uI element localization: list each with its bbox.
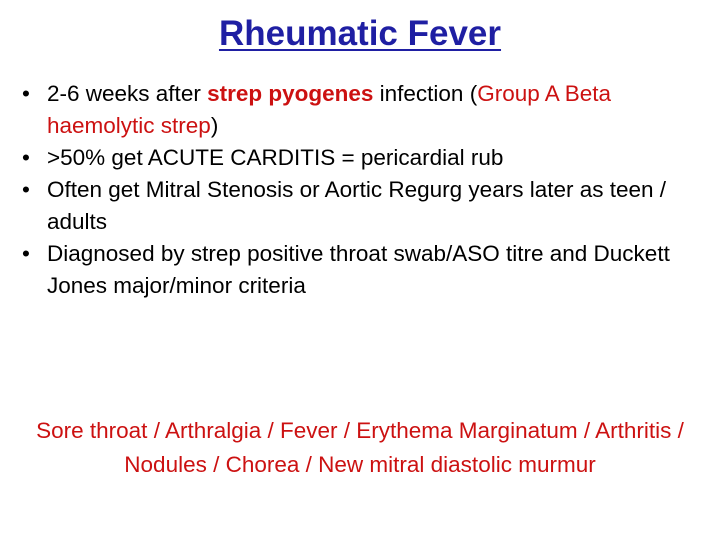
bullet-item-valve-disease xyxy=(20,174,700,238)
bullet-carditis-text: >50% get ACUTE CARDITIS = pericardial rub xyxy=(47,145,504,170)
bullet-icon: • xyxy=(22,145,30,170)
bullet-valve-text: Often get Mitral Stenosis or Aortic Regurg years later as teen / adults xyxy=(47,177,667,234)
bullet-onset-group: Group A Beta haemolytic strep xyxy=(47,81,612,138)
bullet-list xyxy=(20,78,700,302)
bullet-onset-mid: infection ( xyxy=(373,81,478,106)
bullet-icon: • xyxy=(22,81,30,106)
jones-criteria-list: Sore throat / Arthralgia / Fever / Erythema Marginatum / Arthritis / Nodules / Chorea / New mitral diastolic murmur xyxy=(36,418,684,477)
bullet-icon: • xyxy=(22,177,30,202)
bullet-onset-post: ) xyxy=(210,113,219,138)
slide-title: Rheumatic Fever xyxy=(218,14,502,53)
bullet-diagnosis-text: Diagnosed by strep positive throat swab/ASO titre and Duckett Jones major/minor criteria xyxy=(47,241,670,298)
bullet-icon: • xyxy=(22,241,30,266)
bullet-onset-pre: 2-6 weeks after xyxy=(47,81,208,106)
bullet-item-carditis xyxy=(20,142,700,174)
bullet-item-diagnosis xyxy=(20,238,700,302)
bullet-item-onset xyxy=(20,78,700,142)
bullet-onset-pathogen: strep pyogenes xyxy=(207,81,374,106)
